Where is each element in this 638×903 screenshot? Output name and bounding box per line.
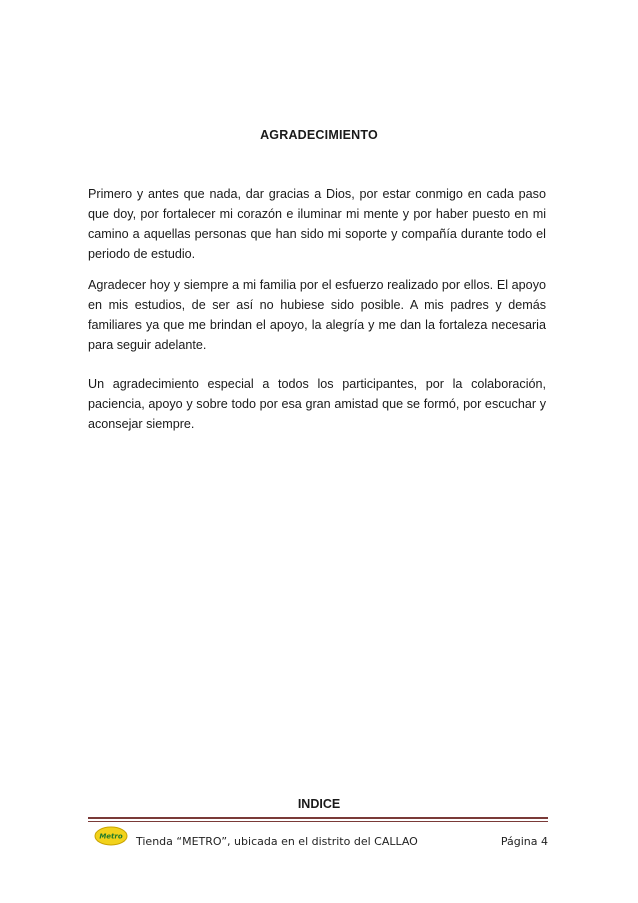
- footer-divider-thin: [88, 821, 548, 822]
- svg-text:Metro: Metro: [99, 832, 123, 841]
- paragraph-3: Un agradecimiento especial a todos los participantes, por la colaboración, paciencia, apoyo y sobre todo por esa gran amistad que se formó, por escuchar y aconsejar siempre.: [88, 377, 546, 431]
- page-title: AGRADECIMIENTO: [260, 128, 378, 142]
- metro-logo-icon: [94, 826, 128, 846]
- footer-divider: [88, 817, 548, 819]
- page-number: Página 4: [500, 835, 548, 848]
- footer-caption: Tienda “METRO”, ubicada en el distrito del CALLAO: [136, 835, 418, 848]
- index-heading: INDICE: [297, 797, 341, 811]
- paragraph-2: Agradecer hoy y siempre a mi familia por el esfuerzo realizado por ellos. El apoyo en mis estudios, de ser así no hubiese sido posible. A mis padres y demás familiares ya que me brindan el apoyo, la alegría y me dan la fortaleza necesaria para seguir adelante.: [88, 278, 546, 352]
- paragraph-1: Primero y antes que nada, dar gracias a Dios, por estar conmigo en cada paso que doy, por fortalecer mi corazón e iluminar mi mente y por haber puesto en mi camino a aquellas personas que han sido mi soporte y compañía durante todo el periodo de estudio.: [88, 187, 546, 261]
